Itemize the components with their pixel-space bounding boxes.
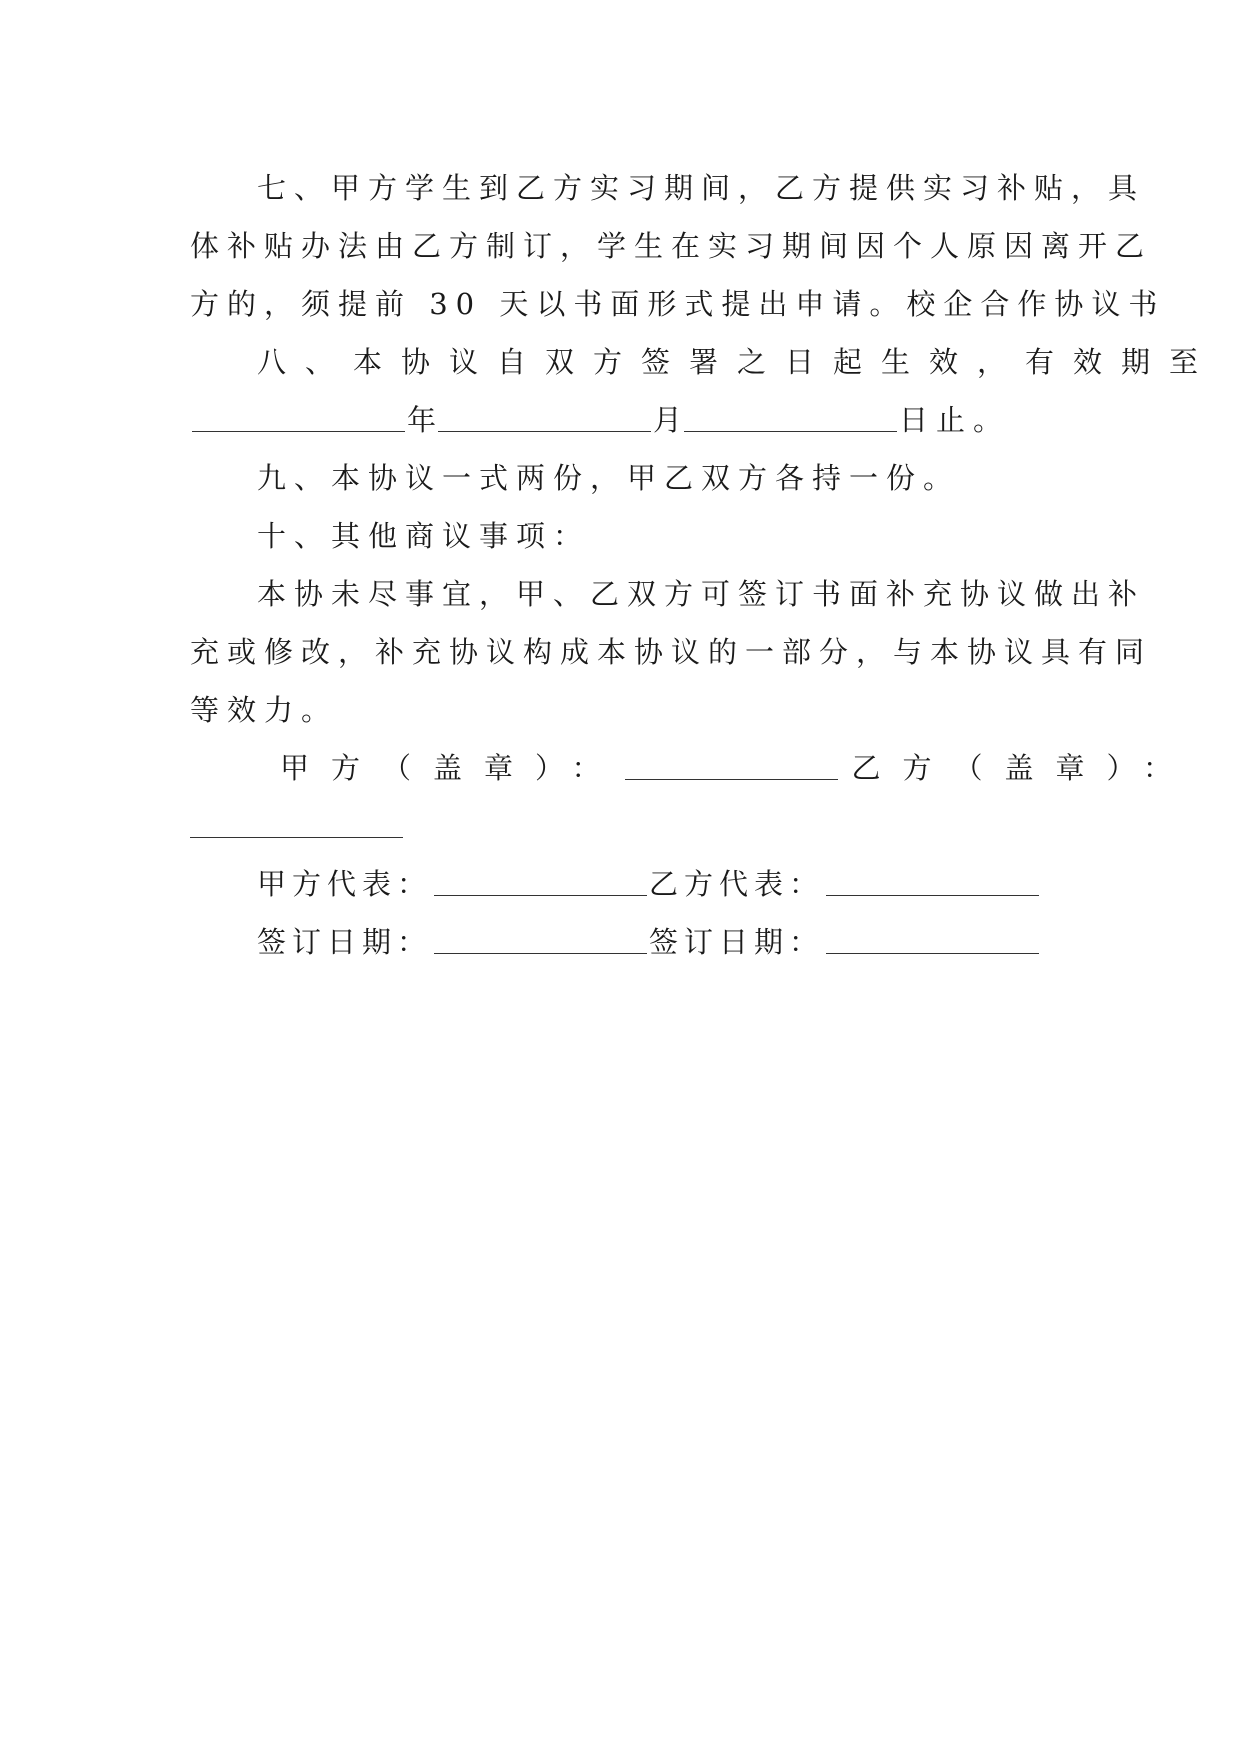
sign-date-a-blank xyxy=(434,927,647,954)
clause-7-line-3: 方的，须提前 30 天以书面形式提出申请。校企合作协议书 xyxy=(190,287,1166,321)
supplement-line-2: 充或修改，补充协议构成本协议的一部分，与本协议具有同 xyxy=(190,635,1153,669)
clause-7-line-1: 七、甲方学生到乙方实习期间，乙方提供实习补贴，具 xyxy=(257,171,1146,205)
sign-date-b-blank xyxy=(826,927,1039,954)
supplement-line-1: 本协未尽事宜，甲、乙双方可签订书面补充协议做出补 xyxy=(257,577,1146,611)
sign-date-a-label: 签订日期： xyxy=(257,925,433,959)
party-a-seal-blank xyxy=(625,753,838,780)
party-b-rep-label: 乙方代表： xyxy=(649,867,825,901)
clause-7-line-2: 体补贴办法由乙方制订，学生在实习期间因个人原因离开乙 xyxy=(190,229,1153,263)
party-b-seal-label: 乙方（盖章）： xyxy=(851,751,1195,785)
representative-line xyxy=(257,864,1117,904)
year-blank xyxy=(192,405,405,432)
supplement-line-3: 等效力。 xyxy=(190,693,339,727)
month-label: 月 xyxy=(653,403,683,437)
seal-continuation-line xyxy=(190,806,1050,846)
party-a-rep-label: 甲方代表： xyxy=(257,867,433,901)
clause-9: 九、本协议一式两份，甲乙双方各持一份。 xyxy=(257,461,961,495)
clause-8-line-1: 八、本协议自双方签署之日起生效，有效期至 xyxy=(257,345,1218,379)
party-b-rep-blank xyxy=(826,869,1039,896)
party-a-rep-blank xyxy=(434,869,647,896)
clause-8-line-2 xyxy=(190,400,1050,440)
seal-line xyxy=(280,748,1195,788)
clause-10: 十、其他商议事项： xyxy=(257,519,591,553)
sign-date-b-label: 签订日期： xyxy=(649,925,825,959)
day-label: 日止。 xyxy=(899,403,1011,437)
year-label: 年 xyxy=(407,403,437,437)
party-b-seal-blank xyxy=(190,811,403,838)
party-a-seal-label: 甲方（盖章）： xyxy=(280,751,623,785)
day-blank xyxy=(684,405,897,432)
month-blank xyxy=(438,405,651,432)
sign-date-line xyxy=(257,922,1117,962)
